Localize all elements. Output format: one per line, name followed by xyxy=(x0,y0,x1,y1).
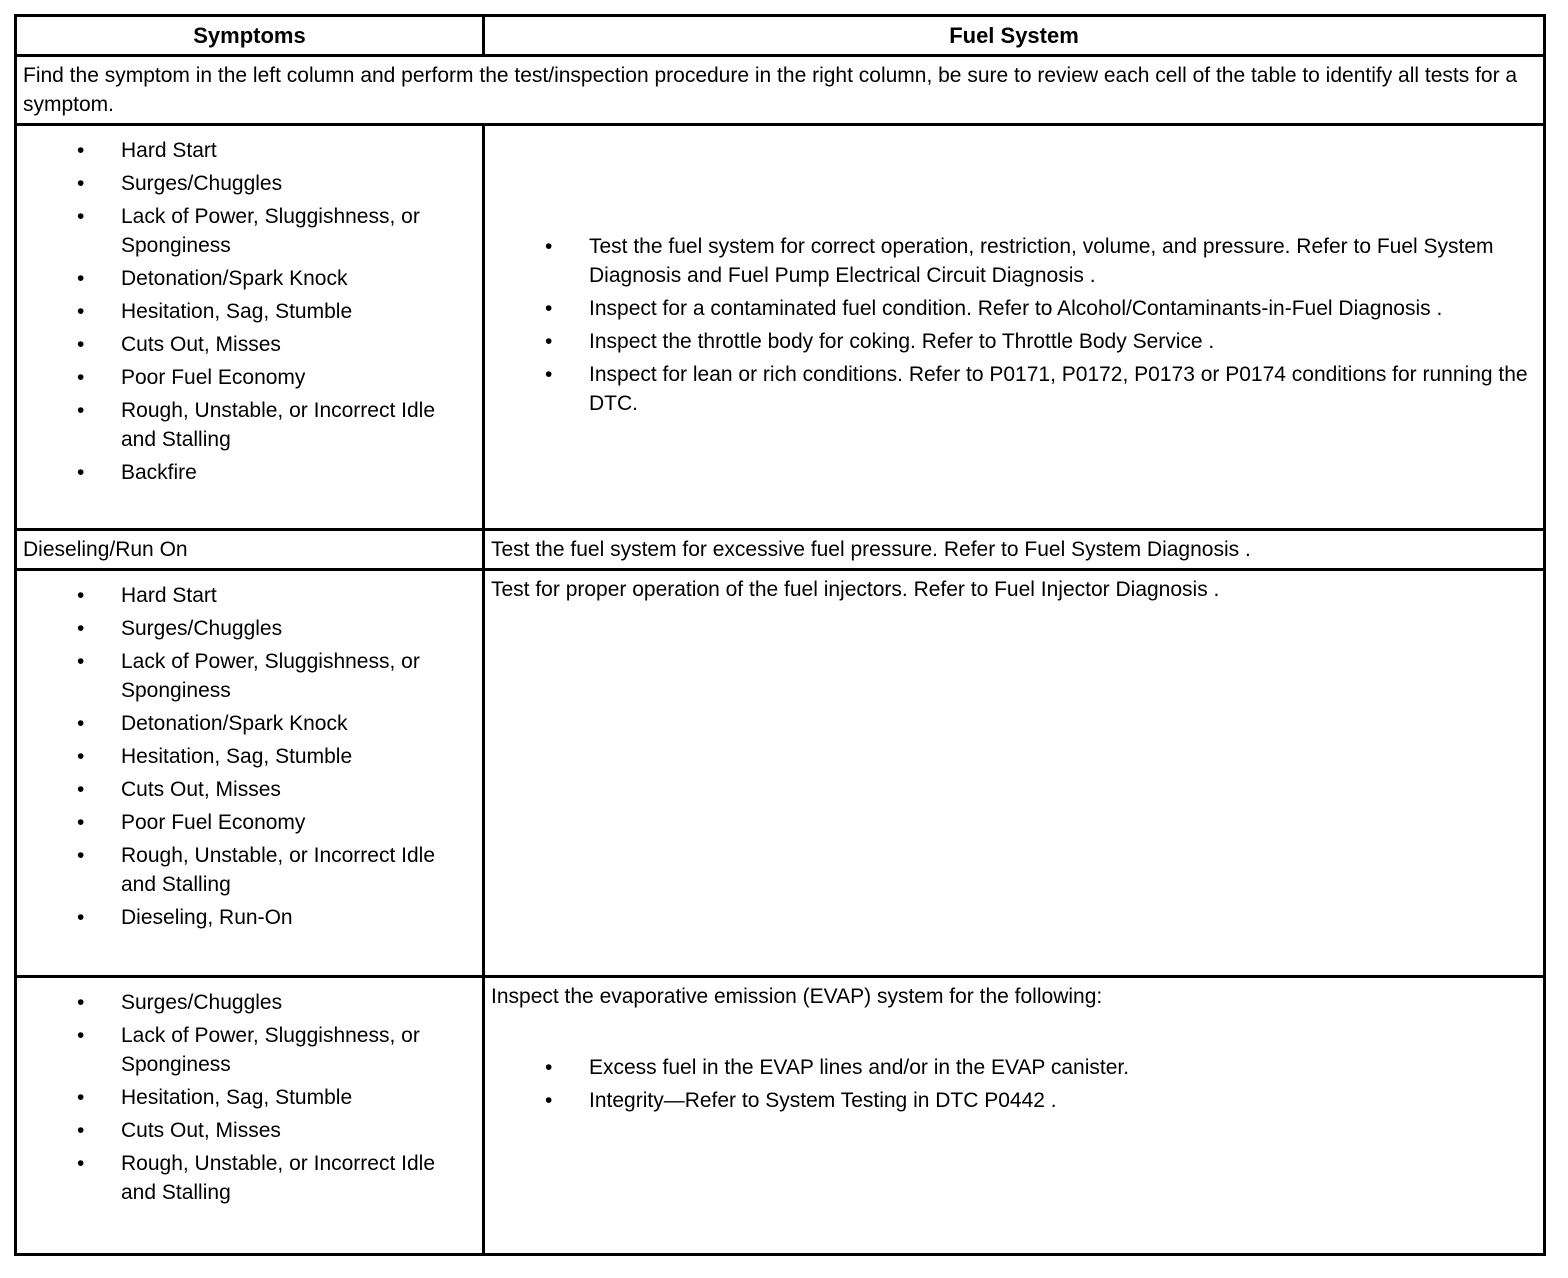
procedure-item: • Test the fuel system for correct operation, restriction, volume, and pressure. Refer to Fuel System Diagnosis and Fuel Pump Electrical Circuit Diagnosis . xyxy=(491,232,1535,290)
symptom-item: • Hesitation, Sag, Stumble xyxy=(23,297,474,326)
procedure-list xyxy=(491,232,1535,418)
fuel-system-column-header: Fuel System xyxy=(484,16,1545,56)
symptom-item: • Hesitation, Sag, Stumble xyxy=(23,742,474,771)
table-body xyxy=(16,56,1545,1255)
symptom-item: • Rough, Unstable, or Incorrect Idle and Stalling xyxy=(23,396,474,454)
symptom-item: • Surges/Chuggles xyxy=(23,169,474,198)
symptom-item: • Detonation/Spark Knock xyxy=(23,264,474,293)
table-row xyxy=(16,977,1545,1255)
header-row xyxy=(16,16,1545,56)
symptom-item: • Poor Fuel Economy xyxy=(23,363,474,392)
symptom-item: • Lack of Power, Sluggishness, or Sponginess xyxy=(23,647,474,705)
intro-cell: Find the symptom in the left column and perform the test/inspection procedure in the right column, be sure to review each cell of the table to identify all tests for a symptom. xyxy=(16,56,1545,125)
symptom-item: • Hard Start xyxy=(23,136,474,165)
symptom-item: • Dieseling, Run-On xyxy=(23,903,474,932)
symptom-item: • Hard Start xyxy=(23,581,474,610)
procedure-cell xyxy=(484,977,1545,1255)
procedure-item: • Integrity—Refer to System Testing in DTC P0442 . xyxy=(491,1086,1535,1115)
symptom-text: Dieseling/Run On xyxy=(23,538,188,561)
table-row xyxy=(16,125,1545,530)
symptom-item: • Hesitation, Sag, Stumble xyxy=(23,1083,474,1112)
symptom-item: • Lack of Power, Sluggishness, or Sponginess xyxy=(23,202,474,260)
procedure-item: • Excess fuel in the EVAP lines and/or in the EVAP canister. xyxy=(491,1053,1535,1082)
symptom-item: • Detonation/Spark Knock xyxy=(23,709,474,738)
procedure-text: Inspect the evaporative emission (EVAP) system for the following: xyxy=(491,985,1103,1008)
symptom-item: • Rough, Unstable, or Incorrect Idle and Stalling xyxy=(23,1149,474,1207)
symptoms-cell xyxy=(16,530,484,570)
procedure-item: • Inspect for lean or rich conditions. Refer to P0171, P0172, P0173 or P0174 conditions for running the DTC. xyxy=(491,360,1535,418)
procedure-cell xyxy=(484,530,1545,570)
symptom-item: • Lack of Power, Sluggishness, or Sponginess xyxy=(23,1021,474,1079)
table-row xyxy=(16,570,1545,977)
symptom-item: • Backfire xyxy=(23,458,474,487)
symptoms-column-header: Symptoms xyxy=(16,16,484,56)
procedure-list xyxy=(491,1053,1535,1115)
procedure-cell xyxy=(484,570,1545,977)
symptom-item: • Rough, Unstable, or Incorrect Idle and Stalling xyxy=(23,841,474,899)
symptom-list xyxy=(23,581,474,932)
symptoms-cell xyxy=(16,977,484,1255)
symptom-list xyxy=(23,988,474,1207)
procedure-text: Test for proper operation of the fuel injectors. Refer to Fuel Injector Diagnosis . xyxy=(491,578,1220,601)
symptom-item: • Poor Fuel Economy xyxy=(23,808,474,837)
symptom-item: • Cuts Out, Misses xyxy=(23,330,474,359)
symptom-item: • Cuts Out, Misses xyxy=(23,775,474,804)
procedure-item: • Inspect the throttle body for coking. Refer to Throttle Body Service . xyxy=(491,327,1535,356)
procedure-cell xyxy=(484,125,1545,530)
procedure-item: • Inspect for a contaminated fuel condition. Refer to Alcohol/Contaminants-in-Fuel Diagnosis . xyxy=(491,294,1535,323)
procedure-text: Test the fuel system for excessive fuel pressure. Refer to Fuel System Diagnosis . xyxy=(491,538,1251,561)
symptom-item: • Cuts Out, Misses xyxy=(23,1116,474,1145)
symptom-item: • Surges/Chuggles xyxy=(23,988,474,1017)
symptom-list xyxy=(23,136,474,487)
symptom-diagnostic-table xyxy=(14,14,1546,1256)
symptom-item: • Surges/Chuggles xyxy=(23,614,474,643)
intro-row xyxy=(16,56,1545,125)
table-row xyxy=(16,530,1545,570)
symptoms-cell xyxy=(16,125,484,530)
symptoms-cell xyxy=(16,570,484,977)
